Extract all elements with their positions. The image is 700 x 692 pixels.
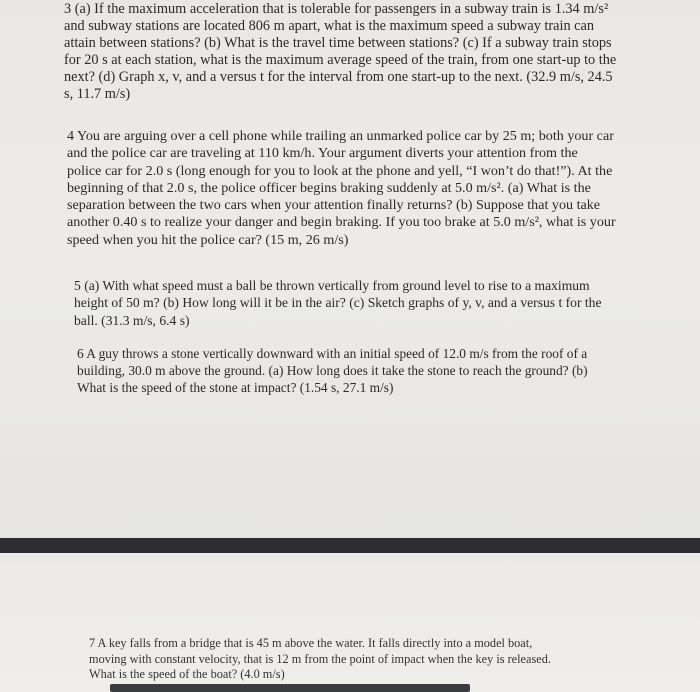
problem-7-line-2: moving with constant velocity, that is 12 m from the point of impact when the key is released.	[89, 651, 551, 666]
problem-3-line-4: for 20 s at each station, what is the maximum average speed of the train, from one start-up to the	[64, 52, 617, 69]
problem-3-line-3: attain between stations? (b) What is the travel time between stations? (c) If a subway train stops	[64, 35, 612, 52]
problem-4-line-3: police car for 2.0 s (long enough for you to look at the phone and yell, “I won’t do that!”). At the	[67, 162, 613, 179]
problem-7-line-1: 7 A key falls from a bridge that is 45 m above the water. It falls directly into a model boat,	[89, 636, 533, 650]
problem-6-line-1: 6 A guy throws a stone vertically downward with an initial speed of 12.0 m/s from the roof of a	[77, 346, 588, 361]
problem-6-line-2: building, 30.0 m above the ground. (a) How long does it take the stone to reach the ground? (b)	[77, 363, 588, 379]
problem-7-line-3: What is the speed of the boat? (4.0 m/s)	[89, 667, 285, 681]
problem-4-line-1: 4 You are arguing over a cell phone while trailing an unmarked police car by 25 m; both your car	[67, 128, 614, 144]
problem-5-line-2: height of 50 m? (b) How long will it be in the air? (c) Sketch graphs of y, v, and a versus t for the	[74, 295, 602, 311]
problem-5-line-3: ball. (31.3 m/s, 6.4 s)	[74, 312, 190, 328]
problem-3-line-2: and subway stations are located 806 m apart, what is the maximum speed a subway train can	[64, 18, 595, 35]
problem-4-line-6: another 0.40 s to realize your danger and begin braking. If you too brake at 5.0 m/s², what is your	[67, 214, 616, 231]
problem-3-line-1: 3 (a) If the maximum acceleration that is tolerable for passengers in a subway train is 1.34 m/s²	[64, 1, 609, 17]
problem-4	[67, 128, 616, 249]
page-bottom-edge	[110, 684, 470, 692]
problem-6-line-3: What is the speed of the stone at impact? (1.54 s, 27.1 m/s)	[77, 380, 394, 396]
page-gap-divider	[0, 538, 700, 553]
problem-5	[74, 277, 602, 329]
problem-3-line-5: next? (d) Graph x, v, and a versus t for the interval from one start-up to the next. (32.9 m/s, 24.5	[64, 69, 613, 86]
problem-4-line-2: and the police car are traveling at 110 km/h. Your argument diverts your attention from the	[67, 145, 578, 162]
problem-3	[64, 1, 616, 104]
problem-6	[77, 345, 588, 397]
problem-7	[89, 636, 551, 683]
problem-4-line-4: beginning of that 2.0 s, the police officer begins braking suddenly at 5.0 m/s². (a) What is the	[67, 179, 591, 196]
problem-5-line-1: 5 (a) With what speed must a ball be thrown vertically from ground level to rise to a maximum	[74, 278, 590, 293]
problem-3-line-6: s, 11.7 m/s)	[64, 86, 131, 103]
problem-4-line-7: speed when you hit the police car? (15 m, 26 m/s)	[67, 231, 349, 248]
problem-4-line-5: separation between the two cars when your attention finally returns? (b) Suppose that you take	[67, 197, 601, 214]
